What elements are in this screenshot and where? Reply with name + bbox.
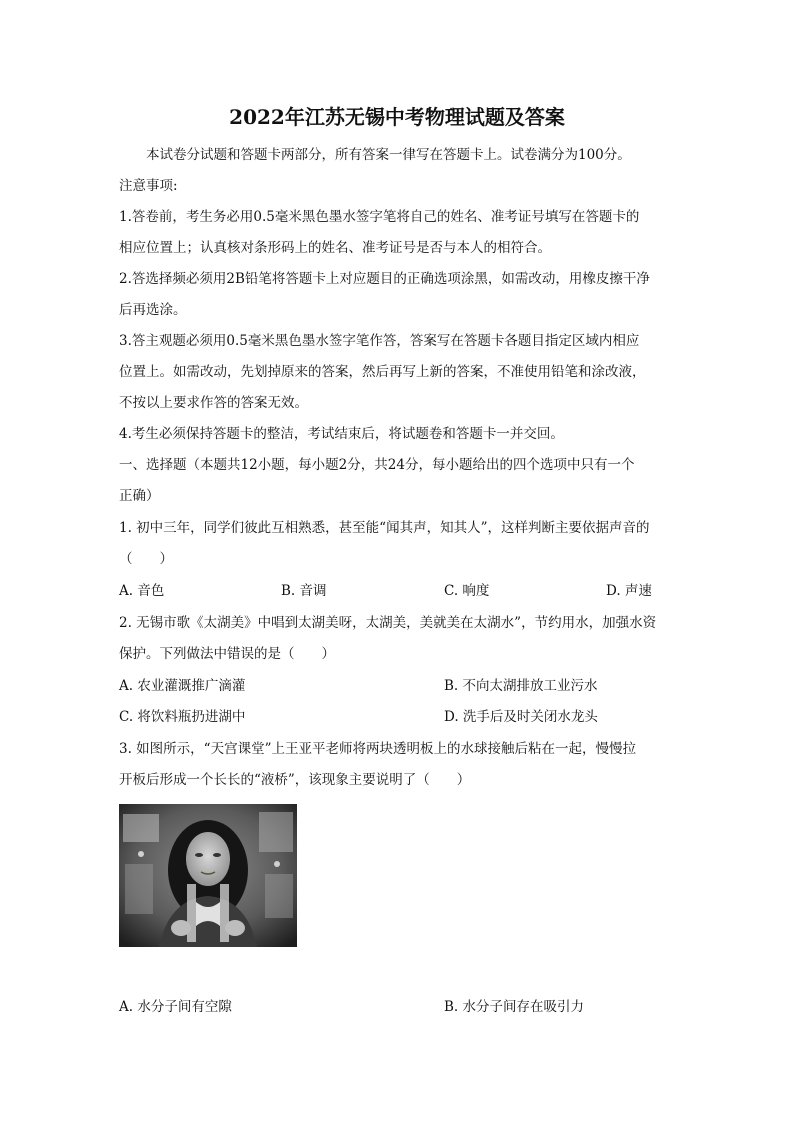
q1-option-b: B. 音调 [281, 583, 327, 599]
q1-option-c: C. 响度 [444, 583, 490, 599]
note-3-line-2: 位置上。如需改动，先划掉原来的答案，然后再写上新的答案，不准使用铅笔和涂改液， [119, 364, 646, 380]
q2-stem-line-2: 保护。下列做法中错误的是（ ） [119, 646, 335, 662]
note-4-line-1: 4.考生必须保持答题卡的整洁，考试结束后，将试题卷和答题卡一并交回。 [119, 426, 564, 442]
q2-stem-line-1: 2. 无锡市歌《太湖美》中唱到太湖美呀，太湖美，美就美在太湖水”，节约用水，加强水资 [119, 615, 657, 631]
q1-option-d: D. 声速 [606, 583, 652, 599]
q1-stem-line-1: 1. 初中三年，同学们彼此互相熟悉，甚至能“闻其声，知其人”，这样判断主要依据声音的 [119, 520, 650, 536]
q2-option-d: D. 洗手后及时关闭水龙头 [444, 709, 598, 725]
section-1-heading-cont: 正确） [119, 488, 160, 504]
note-2-line-1: 2.答选择频必须用2B铅笔将答题卡上对应题目的正确选项涂黑，如需改动，用橡皮擦干净 [119, 271, 650, 287]
notes-heading: 注意事项: [119, 178, 178, 194]
note-3-line-1: 3.答主观题必须用0.5毫米黑色墨水签字笔作答，答案写在答题卡各题目指定区域内相应 [119, 333, 640, 349]
q2-option-b: B. 不向太湖排放工业污水 [444, 678, 598, 694]
q2-option-c: C. 将饮料瓶扔进湖中 [119, 709, 246, 725]
q3-option-b: B. 水分子间存在吸引力 [444, 999, 585, 1015]
q2-option-a: A. 农业灌溉推广滴灌 [119, 678, 246, 694]
note-3-line-3: 不按以上要求作答的答案无效。 [119, 395, 308, 411]
q3-photo [119, 804, 297, 947]
intro-text: 本试卷分试题和答题卡两部分，所有答案一律写在答题卡上。试卷满分为100分。 [146, 147, 631, 163]
page-title: 2022年江苏无锡中考物理试题及答案 [229, 105, 565, 129]
q3-stem-line-1: 3. 如图所示，“天宫课堂”上王亚平老师将两块透明板上的水球接触后粘在一起，慢慢拉 [119, 741, 636, 757]
q1-stem-line-2: （ ） [119, 551, 173, 567]
astronaut-photo-illustration [119, 804, 297, 947]
q3-stem-line-2: 开板后形成一个长长的“液桥”，该现象主要说明了（ ） [119, 772, 471, 788]
note-1-line-2: 相应位置上；认真核对条形码上的姓名、准考证号是否与本人的相符合。 [119, 240, 551, 256]
section-1-heading: 一、选择题（本题共12小题，每小题2分，共24分，每小题给出的四个选项中只有一个 [119, 457, 635, 473]
q3-option-a: A. 水分子间有空隙 [119, 999, 232, 1015]
note-1-line-1: 1.答卷前，考生务必用0.5毫米黑色墨水签字笔将自己的姓名、准考证号填写在答题卡的 [119, 209, 640, 225]
q1-option-a: A. 音色 [119, 583, 165, 599]
note-2-line-2: 后再选涂。 [119, 302, 187, 318]
